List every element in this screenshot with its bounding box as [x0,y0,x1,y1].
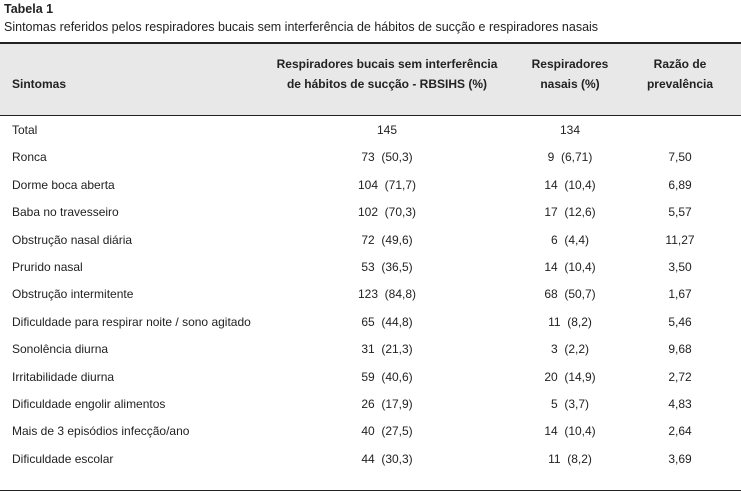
cell-nasais: 5 (3,7) [550,397,589,411]
cell-rbsihs: 26 (17,9) [361,397,413,411]
header-sintomas: Sintomas [12,77,67,91]
top-rule [0,42,741,44]
cell-nasais: 6 (4,4) [550,233,589,247]
cell-rbsihs: 73 (50,3) [361,150,413,164]
cell-sintoma: Mais de 3 episódios infecção/ano [12,424,190,438]
table-subtitle: Sintomas referidos pelos respiradores bucais sem interferência de hábitos de sucção e respiradores nasais [4,20,599,34]
cell-sintoma: Dorme boca aberta [12,178,115,192]
header-rbsihs-line2: de hábitos de sucção - RBSIHS (%) [286,77,488,91]
cell-rbsihs: 53 (36,5) [361,260,413,274]
cell-rbsihs: 123 (84,8) [357,287,417,301]
header-razao [630,54,730,94]
header-nasais-line1: Respiradores [531,57,609,71]
cell-sintoma: Obstrução intermitente [12,287,134,301]
cell-razao: 4,83 [668,397,692,411]
header-rule [0,115,741,116]
header-rbsihs-line1: Respiradores bucais sem interferência [276,57,498,71]
cell-sintoma: Obstrução nasal diária [12,233,133,247]
cell-rbsihs: 72 (49,6) [361,233,413,247]
header-razao-line2: prevalência [646,77,714,91]
cell-sintoma: Dificuldade engolir alimentos [12,397,166,411]
cell-razao: 3,69 [668,452,692,466]
cell-rbsihs: 104 (71,7) [357,178,417,192]
cell-razao: 9,68 [668,342,692,356]
cell-razao: 7,50 [668,150,692,164]
cell-nasais: 3 (2,2) [550,342,589,356]
table-title: Tabela 1 [4,2,54,16]
cell-razao: 3,50 [668,260,692,274]
cell-razao: 11,27 [665,233,695,247]
cell-sintoma: Ronca [12,150,47,164]
cell-nasais: 11 (8,2) [548,315,592,329]
cell-nasais: 9 (6,71) [547,150,593,164]
header-nasais-line2: nasais (%) [540,77,600,91]
cell-rbsihs: 40 (27,5) [361,424,413,438]
cell-sintoma: Sonolência diurna [12,342,109,356]
cell-rbsihs: 44 (30,3) [361,452,413,466]
cell-sintoma: Irritabilidade diurna [12,370,115,384]
cell-rbsihs: 31 (21,3) [361,342,413,356]
cell-nasais: 14 (10,4) [544,178,596,192]
cell-razao: 5,46 [668,315,692,329]
cell-razao: 6,89 [668,178,692,192]
cell-nasais: 14 (10,4) [544,424,596,438]
cell-sintoma: Total [12,123,38,137]
header-razao-line1: Razão de [653,57,707,71]
cell-razao: 5,57 [668,205,692,219]
cell-rbsihs: 65 (44,8) [361,315,413,329]
cell-nasais: 68 (50,7) [544,287,596,301]
cell-nasais: 11 (8,2) [548,452,592,466]
cell-sintoma: Dificuldade para respirar noite / sono agitado [12,315,251,329]
cell-rbsihs: 102 (70,3) [357,205,417,219]
cell-sintoma: Dificuldade escolar [12,452,114,466]
cell-razao: 2,64 [668,424,692,438]
header-nasais [515,54,625,94]
header-rbsihs [262,54,512,94]
cell-rbsihs: 145 [376,123,398,137]
cell-rbsihs: 59 (40,6) [361,370,413,384]
cell-nasais: 20 (14,9) [544,370,596,384]
cell-razao: 1,67 [668,287,692,301]
cell-nasais: 17 (12,6) [544,205,596,219]
cell-nasais: 134 [559,123,581,137]
cell-razao: 2,72 [668,370,692,384]
cell-sintoma: Prurido nasal [12,260,83,274]
bottom-rule [0,490,741,491]
cell-sintoma: Baba no travesseiro [12,205,119,219]
cell-nasais: 14 (10,4) [544,260,596,274]
